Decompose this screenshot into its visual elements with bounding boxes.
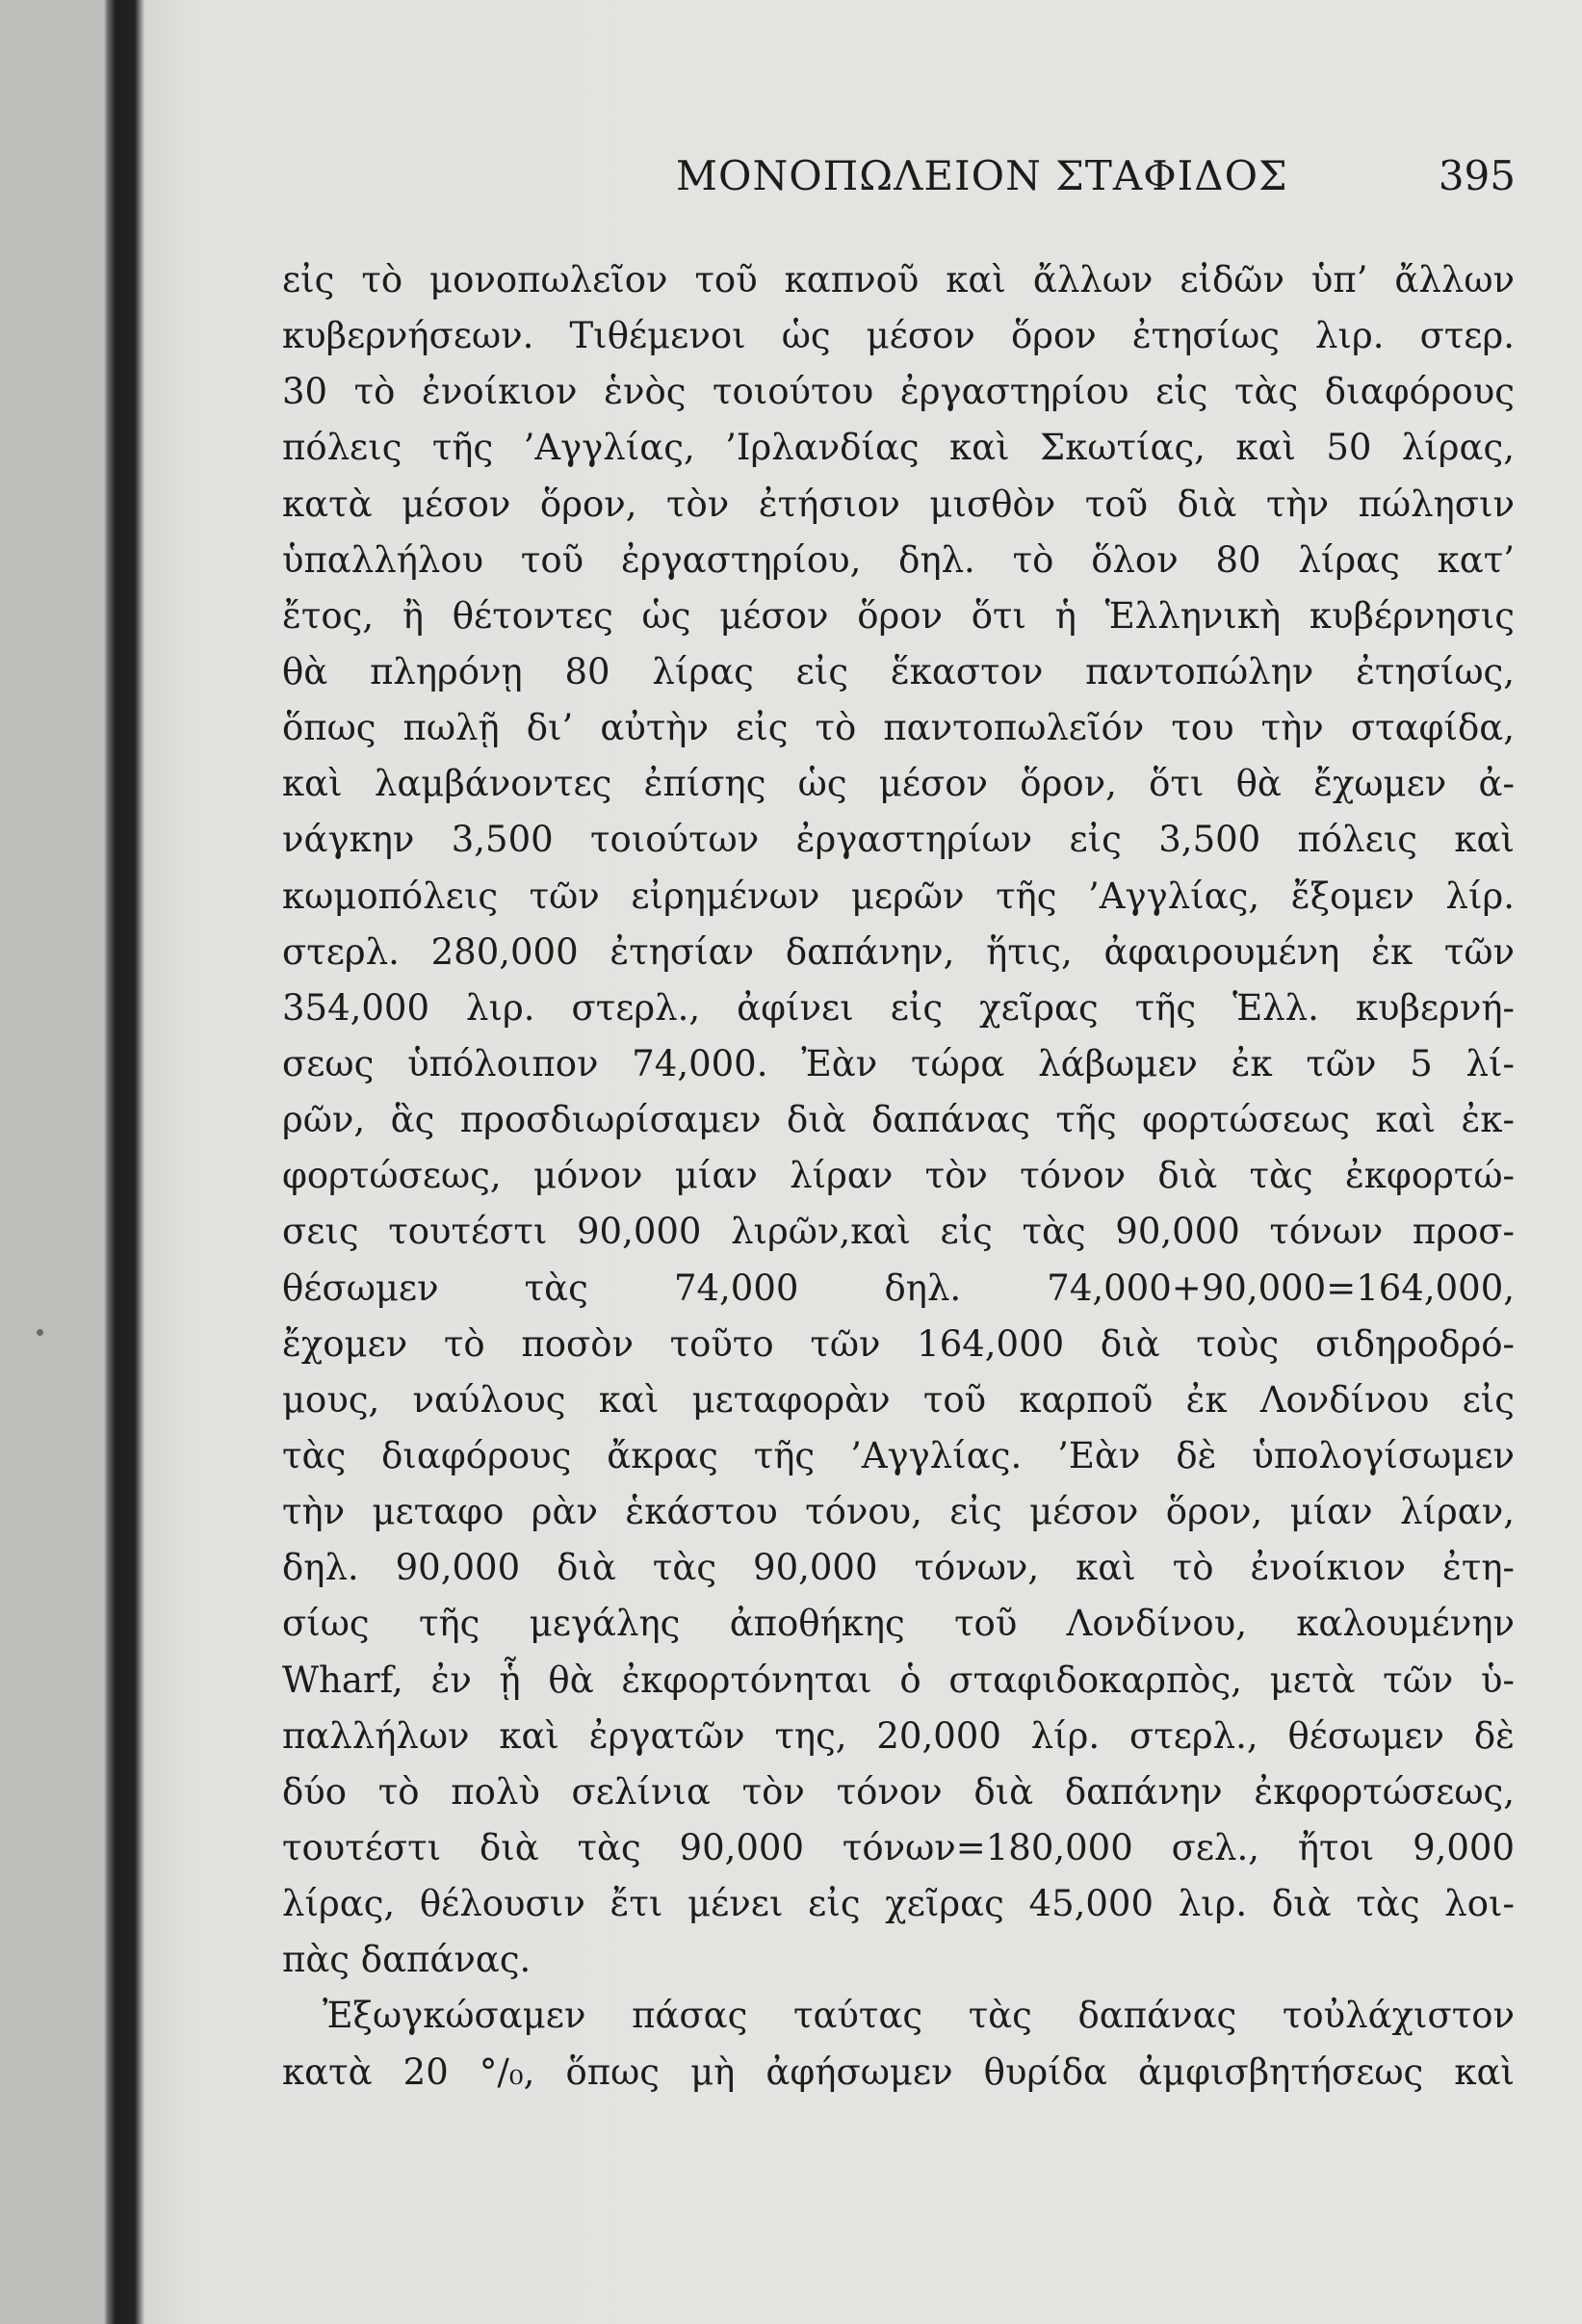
body-text [282, 252, 1515, 2101]
text-line: τὰς διαφόρους ἄκρας τῆς ’Αγγλίας. ’Εὰν δὲ ὑπολογίσωμεν [282, 1434, 1515, 1476]
text-line: φορτώσεως, μόνον μίαν λίραν τὸν τόνον διὰ τὰς ἐκφορτώ- [282, 1155, 1515, 1197]
text-line: Wharf, ἐν ᾗ θὰ ἐκφορτόνηται ὁ σταφιδοκαρπὸς, μετὰ τῶν ὑ- [282, 1658, 1515, 1701]
running-title: ΜΟΝΟΠΩΛΕΙΟΝ ΣΤΑΦΙΔΟΣ [676, 152, 1288, 199]
text-line: σεως ὑπόλοιπον 74,000. Ἐὰν τώρα λάβωμεν ἐκ τῶν 5 λί- [282, 1042, 1515, 1084]
text-line: καὶ λαμβάνοντες ἐπίσης ὡς μέσον ὅρον, ὅτι θὰ ἔχωμεν ἀ- [282, 763, 1515, 805]
text-line: κατὰ 20 °/₀, ὅπως μὴ ἀφήσωμεν θυρίδα ἀμφισβητήσεως καὶ [282, 2050, 1515, 2093]
binding-gutter [0, 0, 144, 2324]
text-line: ρῶν, ἃς προσδιωρίσαμεν διὰ δαπάνας τῆς φορτώσεως καὶ ἐκ- [282, 1099, 1515, 1141]
text-line: δύο τὸ πολὺ σελίνια τὸν τόνον διὰ δαπάνην ἐκφορτώσεως, [282, 1770, 1515, 1813]
page-number: 395 [1438, 152, 1516, 199]
text-line: κωμοπόλεις τῶν εἰρημένων μερῶν τῆς ’Αγγλίας, ἔξομεν λίρ. [282, 875, 1515, 917]
text-line: τὴν μεταφο ρὰν ἑκάστου τόνου, εἰς μέσον ὅρον, μίαν λίραν, [282, 1491, 1515, 1533]
text-line: λίρας, θέλουσιν ἔτι μένει εἰς χεῖρας 45,000 λιρ. διὰ τὰς λοι- [282, 1883, 1515, 1925]
text-line: 354,000 λιρ. στερλ., ἀφίνει εἰς χεῖρας τῆς Ἑλλ. κυβερνή- [282, 986, 1515, 1029]
text-line: σεις τουτέστι 90,000 λιρῶν,καὶ εἰς τὰς 90,000 τόνων προσ- [282, 1211, 1515, 1253]
text-line: σίως τῆς μεγάλης ἀποθήκης τοῦ Λονδίνου, καλουμένην [282, 1603, 1515, 1645]
text-line: παλλήλων καὶ ἐργατῶν της, 20,000 λίρ. στερλ., θέσωμεν δὲ [282, 1714, 1515, 1757]
text-line: δηλ. 90,000 διὰ τὰς 90,000 τόνων, καὶ τὸ ἐνοίκιον ἐτη- [282, 1547, 1515, 1589]
text-line: ὑπαλλήλου τοῦ ἐργαστηρίου, δηλ. τὸ ὅλον 80 λίρας κατ’ [282, 538, 1515, 581]
text-line: πόλεις τῆς ’Αγγλίας, ’Ιρλανδίας καὶ Σκωτίας, καὶ 50 λίρας, [282, 427, 1515, 469]
text-line: τουτέστι διὰ τὰς 90,000 τόνων=180,000 σελ., ἤτοι 9,000 [282, 1826, 1515, 1868]
text-line: εἰς τὸ μονοπωλεῖον τοῦ καπνοῦ καὶ ἄλλων εἰδῶν ὑπ’ ἄλλων [282, 259, 1515, 300]
text-line: κατὰ μέσον ὅρον, τὸν ἐτήσιον μισθὸν τοῦ διὰ τὴν πώλησιν [282, 483, 1515, 525]
text-line: κυβερνήσεων. Τιθέμενοι ὡς μέσον ὅρον ἐτησίως λιρ. στερ. [282, 315, 1515, 357]
book-page [144, 0, 1582, 2324]
text-line: 30 τὸ ἐνοίκιον ἑνὸς τοιούτου ἐργαστηρίου εἰς τὰς διαφόρους [282, 371, 1515, 413]
text-line: ὅπως πωλῇ δι’ αὐτὴν εἰς τὸ παντοπωλεῖόν του τὴν σταφίδα, [282, 707, 1515, 749]
paragraph-start-line: Ἐξωγκώσαμεν πάσας ταύτας τὰς δαπάνας τοὐλάχιστον [323, 1995, 1515, 2037]
text-line: μους, ναύλους καὶ μεταφορὰν τοῦ καρποῦ ἐκ Λονδίνου εἰς [282, 1378, 1515, 1421]
margin-speck [37, 1329, 43, 1336]
text-line: θέσωμεν τὰς 74,000 δηλ. 74,000+90,000=164,000, [282, 1266, 1515, 1309]
text-line: ἔχομεν τὸ ποσὸν τοῦτο τῶν 164,000 διὰ τοὺς σιδηροδρό- [282, 1322, 1515, 1365]
paragraph-end-line: πὰς δαπάνας. [282, 1939, 532, 1981]
text-line: ἔτος, ἢ θέτοντες ὡς μέσον ὅρον ὅτι ἡ Ἑλληνικὴ κυβέρνησις [282, 594, 1515, 637]
text-line: νάγκην 3,500 τοιούτων ἐργαστηρίων εἰς 3,500 πόλεις καὶ [282, 819, 1515, 861]
page-header [541, 152, 1516, 210]
text-line: στερλ. 280,000 ἐτησίαν δαπάνην, ἥτις, ἀφαιρουμένη ἐκ τῶν [282, 930, 1515, 973]
text-line: θὰ πληρόνῃ 80 λίρας εἰς ἕκαστον παντοπώλην ἐτησίως, [282, 650, 1515, 692]
